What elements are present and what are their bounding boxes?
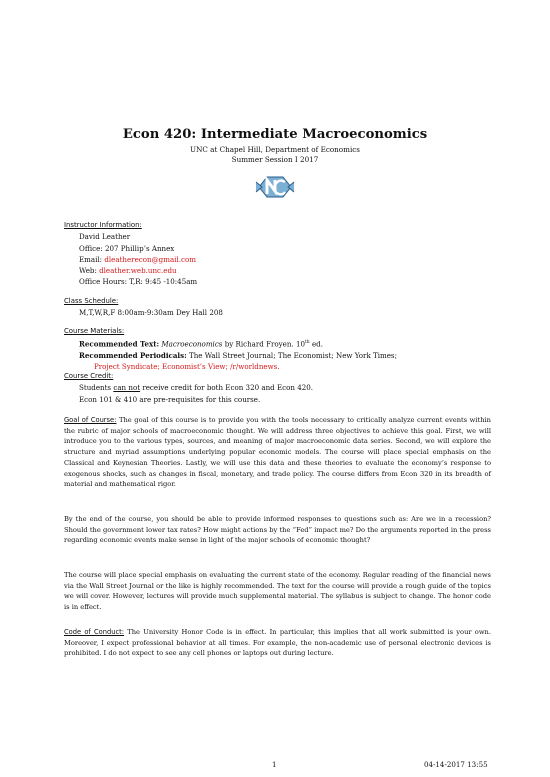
schedule-text: M,T,W,R,F 8:00am-9:30am Dey Hall 208 bbox=[79, 308, 223, 318]
page-number: 1 bbox=[272, 760, 277, 769]
edition-end: ed. bbox=[309, 339, 323, 349]
session-line: Summer Session I 2017 bbox=[231, 155, 319, 164]
periodicals-label: Recommended Periodicals: bbox=[79, 350, 187, 360]
goal-paragraph bbox=[64, 415, 491, 490]
email-link[interactable]: dleatherecon@gmail.com bbox=[104, 254, 196, 264]
emphasis-paragraph: The course will place special emphasis on evaluating the current state of the economy. Regular reading of the financial news via the Wall Street Journal or the like is highly recommended. The text for the course will provide a rough guide of the topics we will cover. However, lectures will provide much supplemental material. The syllabus is subject to change. The honor code is in effect. bbox=[64, 571, 491, 612]
periodicals-list: The Wall Street Journal; The Economist; New York Times; bbox=[186, 350, 397, 360]
web-link[interactable]: dleather.web.unc.edu bbox=[99, 266, 177, 276]
text-author: by Richard Froyen. 10 bbox=[222, 339, 305, 349]
credit-heading: Course Credit: bbox=[64, 372, 114, 380]
questions-paragraph: By the end of the course, you should be able to provide informed responses to questions such as: Are we in a recession? Should the government lower tax rates? How might actions by the “Fed” impact me? Do the arguments reported in the press regarding economic events make sense in light of the major schools of economic thought? bbox=[64, 515, 491, 545]
credit-line-1b: receive credit for both Econ 320 and Econ 420. bbox=[140, 383, 313, 393]
web-label: Web: bbox=[79, 266, 100, 276]
periodicals-row bbox=[64, 350, 494, 361]
instructor-office: Office: 207 Phillip’s Annex bbox=[79, 243, 175, 253]
instructor-email-row bbox=[64, 254, 494, 265]
schedule-heading: Class Schedule: bbox=[64, 297, 119, 305]
materials-heading: Course Materials: bbox=[64, 327, 125, 335]
footer-date: 04-14-2017 13:55 bbox=[424, 760, 488, 769]
credit-can-not: can not bbox=[113, 383, 141, 393]
instructor-name: David Leather bbox=[79, 232, 131, 242]
recommended-text-label: Recommended Text: bbox=[79, 339, 160, 349]
class-schedule bbox=[64, 296, 494, 319]
department-line: UNC at Chapel Hill, Department of Economics bbox=[190, 145, 360, 154]
credit-line-1 bbox=[64, 382, 494, 393]
email-label: Email: bbox=[79, 254, 105, 264]
course-title: Econ 420: Intermediate Macroeconomics bbox=[122, 127, 428, 142]
text-title: Macroeconomics bbox=[161, 339, 223, 349]
course-materials bbox=[64, 326, 494, 373]
credit-line-1a: Students bbox=[79, 383, 114, 393]
edition-sup: th bbox=[304, 340, 310, 346]
periodical-links-text[interactable]: Project Syndicate; Economist’s View; /r/worldnews. bbox=[94, 362, 280, 372]
instructor-heading: Instructor Information: bbox=[64, 221, 142, 229]
credit-line-2: Econ 101 & 410 are pre-requisites for this course. bbox=[79, 394, 261, 404]
course-credit bbox=[64, 371, 494, 405]
office-hours: Office Hours: T,R: 9:45 -10:45am bbox=[79, 277, 198, 287]
conduct-paragraph bbox=[64, 627, 491, 659]
unc-nc-logo-icon bbox=[253, 172, 297, 202]
conduct-text: The University Honor Code is in effect. In particular, this implies that all work submitted is your own. Moreover, I expect professional behavior at all times. For example, the non-academic use of personal electronic devices is prohibited. I do not expect to see any cell phones or laptops out during lecture. bbox=[64, 628, 491, 658]
instructor-info bbox=[64, 220, 494, 288]
recommended-text-row bbox=[64, 337, 494, 350]
goal-heading: Goal of Course: bbox=[64, 416, 117, 424]
goal-text: The goal of this course is to provide you with the tools necessary to critically analyze current events within the rubric of major schools of macroeconomic thought. We will address three objectives to achieve this goal. First, we will introduce you to the various types, sources, and meaning of major macroeconomic data series. Second, we will explore the structure and myriad assumptions underlying popular economic models. The course will place special emphasis on the Classical and Keynesian Theories. Lastly, we will use this data and these theories to evaluate the economy’s response to exogenous shocks, such as changes in fiscal, monetary, and trade policy. The course differs from Econ 320 in its breadth of material and mathematical rigor. bbox=[64, 416, 491, 489]
conduct-heading: Code of Conduct: bbox=[64, 628, 125, 636]
instructor-web-row bbox=[64, 265, 494, 276]
